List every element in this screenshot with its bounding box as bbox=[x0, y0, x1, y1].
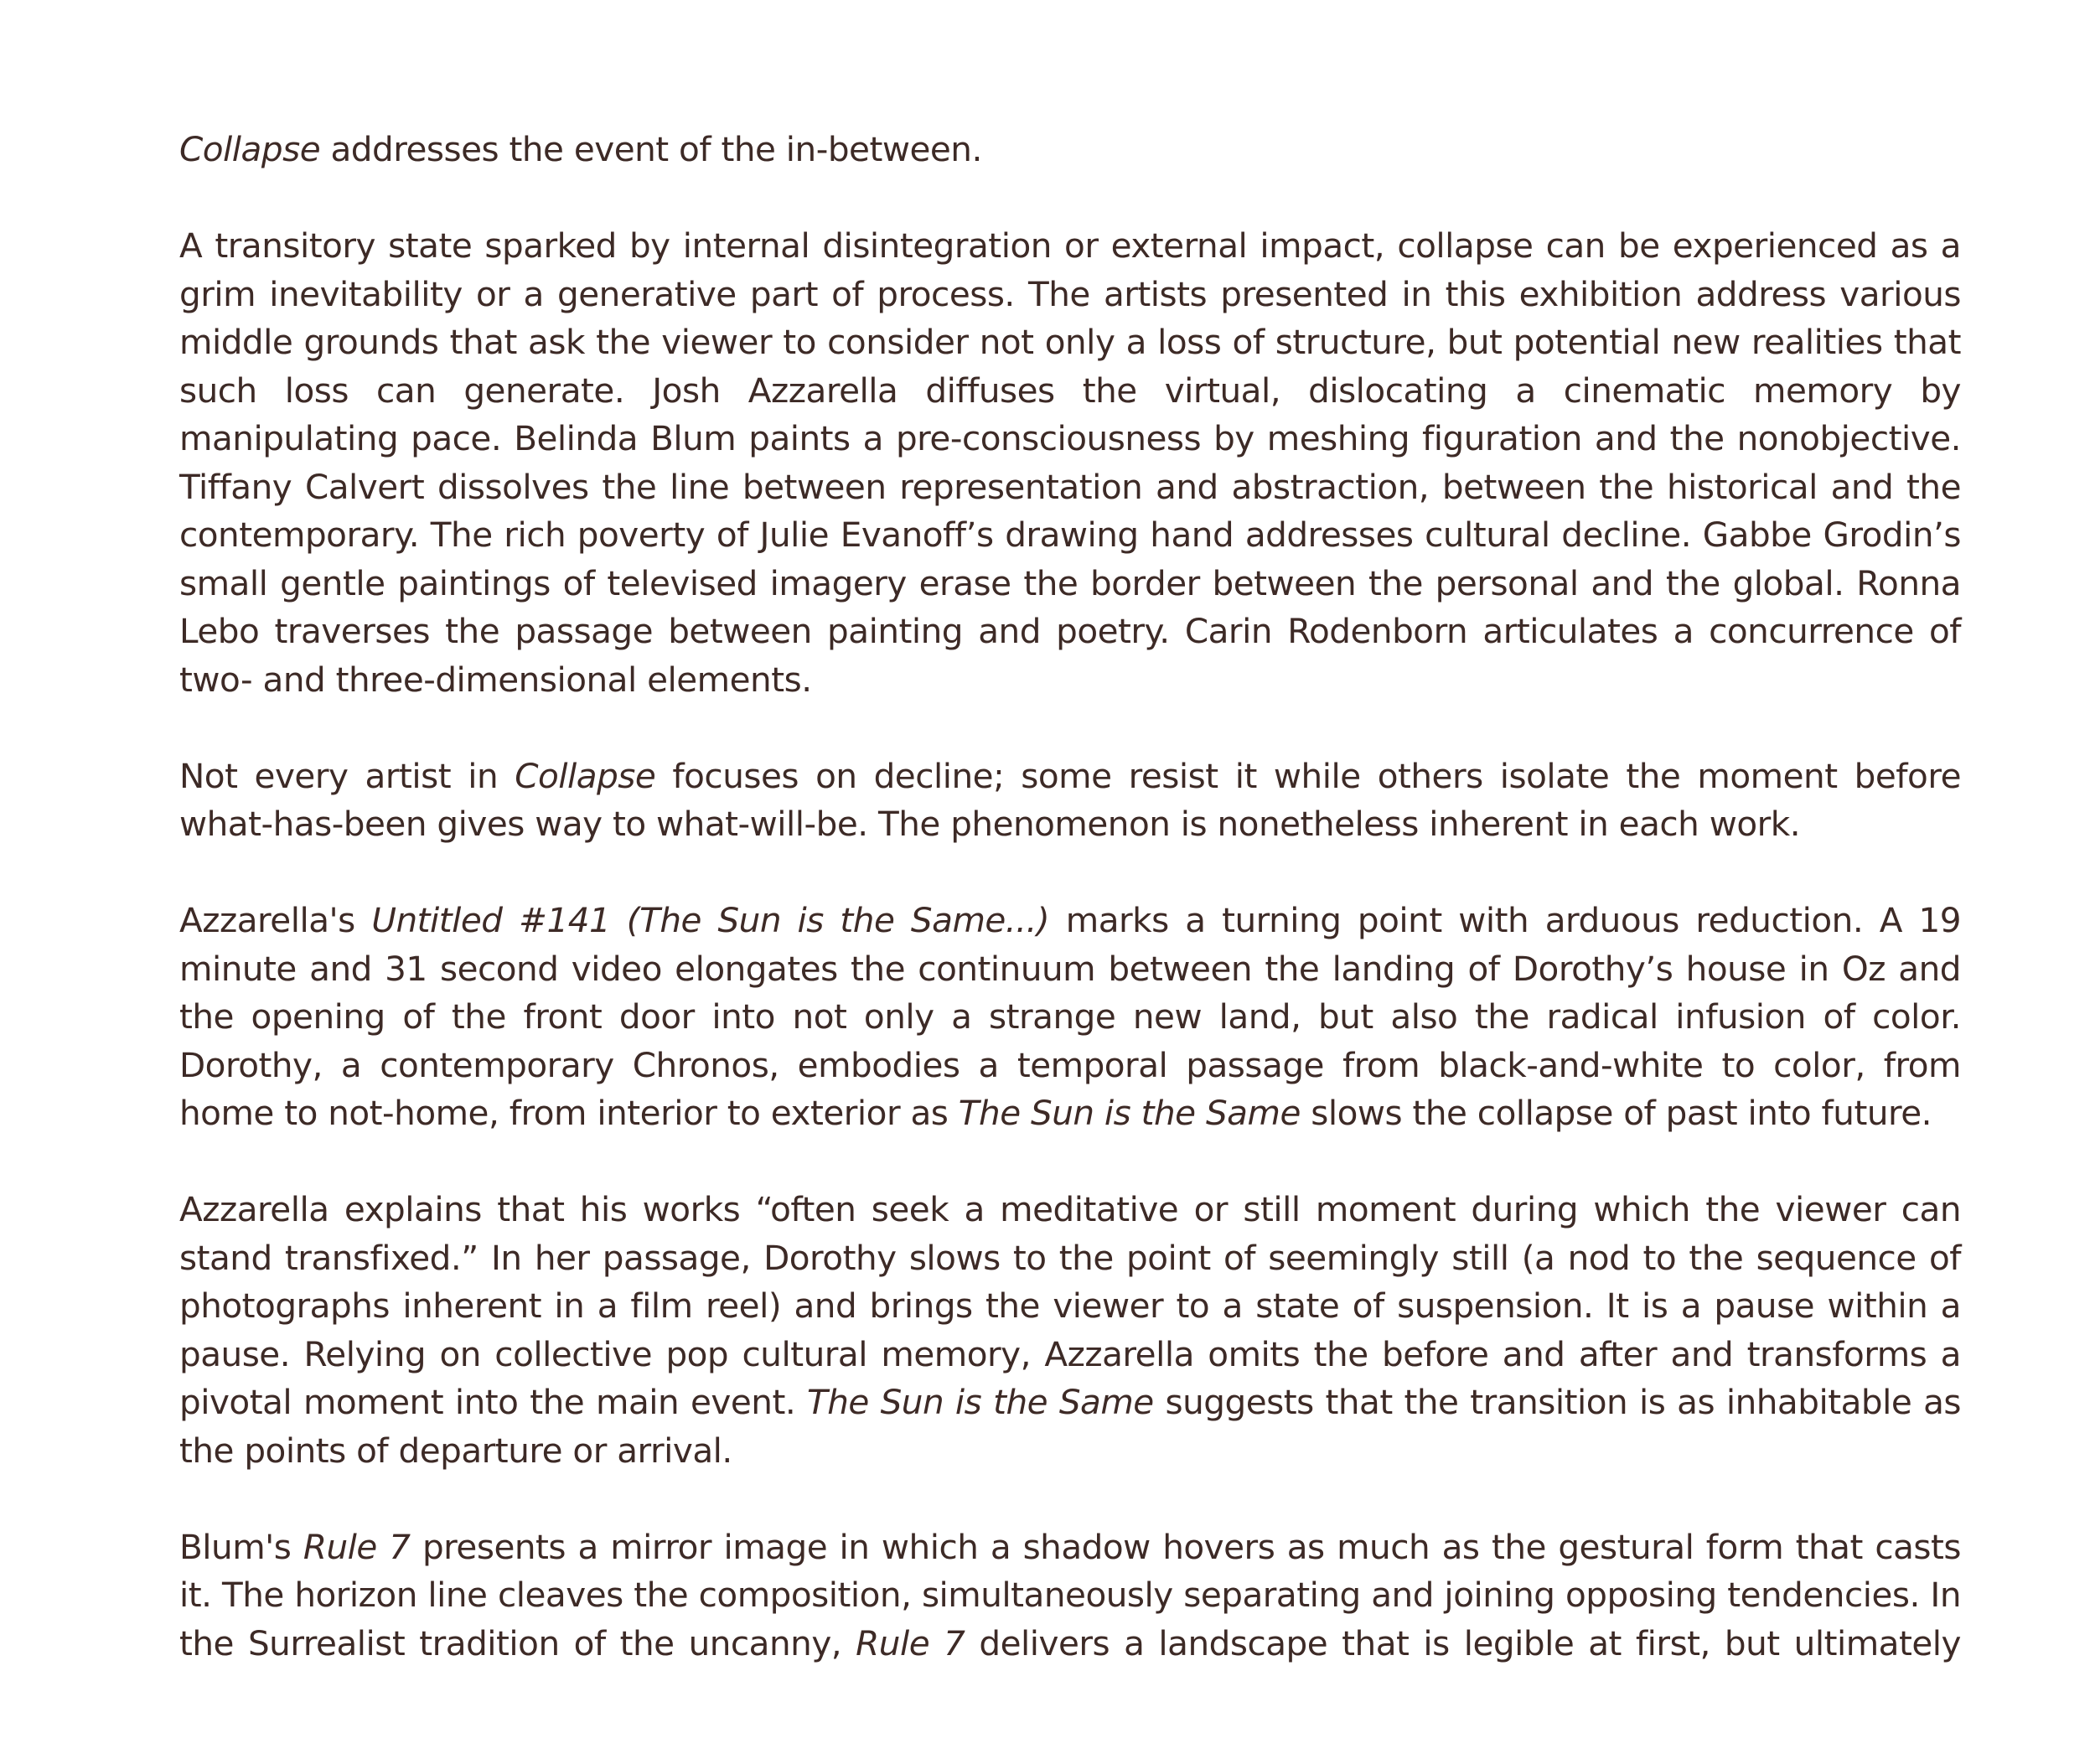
text-run: Not every artist in bbox=[179, 755, 515, 796]
text-run: A transitory state sparked by internal disintegration or external impact, collapse can be experienced as a grim inevitability or a generative part of process. The artists presented in this exhibition address various middle grounds that ask the viewer to consider not only a loss of structure, but potential new realities that such loss can generate. Josh Azzarella diffuses the virtual, dislocating a cinematic memory by manipulating pace. Belinda Blum paints a pre-consciousness by meshing figuration and the nonobjective. Tiffany Calvert dissolves the line between representation and abstraction, between the historical and the contemporary. The rich poverty of Julie Evanoff’s drawing hand addresses cultural decline. Gabbe Grodin’s small gentle paintings of televised imagery erase the border between the personal and the global. Ronna Lebo traverses the passage between painting and poetry. Carin Rodenborn articulates a concurrence of two- and three-dimensional elements. bbox=[179, 225, 1961, 700]
paragraph-overview bbox=[179, 222, 1961, 704]
italic-title: Rule 7 bbox=[856, 1622, 965, 1663]
text-run: suggests that the transition is as inhabitable as the points of departure or arrival. bbox=[179, 1382, 1961, 1471]
text-run: addresses the event of the in-between. bbox=[320, 129, 982, 169]
document-body bbox=[179, 126, 1961, 1668]
paragraph-azzarella-video bbox=[179, 897, 1961, 1138]
text-run: delivers a landscape that is legible at first, but ultimately bbox=[965, 1622, 1961, 1663]
text-run: Azzarella explains that his works “often seek a meditative or still moment during which the viewer can stand transfixed.” In her passage, Dorothy slows to the point of seemingly still (a nod to the sequence of photographs inherent in a film reel) and brings the viewer to a state of suspension. It is a pause within a pause. Relying on collective pop cultural memory, Azzarella omits the before and after and transforms a pivotal moment into the main event. bbox=[179, 1189, 1961, 1422]
text-run: Azzarella's bbox=[179, 900, 372, 940]
text-run: presents a mirror image in which a shadow hovers as much as the gestural form that casts it. The horizon line cleaves the composition, simultaneously separating and joining opposing tendencies. In the Surrealist tradition of the uncanny, bbox=[179, 1526, 1961, 1663]
paragraph-intro bbox=[179, 126, 1961, 174]
text-run: marks a turning point with arduous reduction. A 19 minute and 31 second video elongates the continuum between the landing of Dorothy’s house in Oz and the opening of the front door into not only a strange new land, but also the radical infusion of color. Dorothy, a contemporary Chronos, embodies a temporal passage from black-and-white to color, from home to not-home, from interior to exterior as bbox=[179, 900, 1961, 1133]
text-run: slows the collapse of past into future. bbox=[1300, 1093, 1932, 1133]
italic-title: Untitled #141 (The Sun is the Same...) bbox=[371, 900, 1050, 940]
text-run: Blum's bbox=[179, 1526, 303, 1567]
italic-title: Collapse bbox=[179, 129, 321, 169]
paragraph-azzarella-quote bbox=[179, 1186, 1961, 1475]
text-run: focuses on decline; some resist it while others isolate the moment before what-has-been gives way to what-will-be. The phenomenon is nonetheless inherent in each work. bbox=[179, 755, 1961, 844]
italic-title: Rule 7 bbox=[303, 1526, 411, 1567]
paragraph-decline bbox=[179, 753, 1961, 849]
italic-title: The Sun is the Same bbox=[958, 1093, 1301, 1133]
paragraph-blum bbox=[179, 1523, 1961, 1668]
italic-title: The Sun is the Same bbox=[806, 1382, 1154, 1422]
italic-title: Collapse bbox=[515, 755, 656, 796]
